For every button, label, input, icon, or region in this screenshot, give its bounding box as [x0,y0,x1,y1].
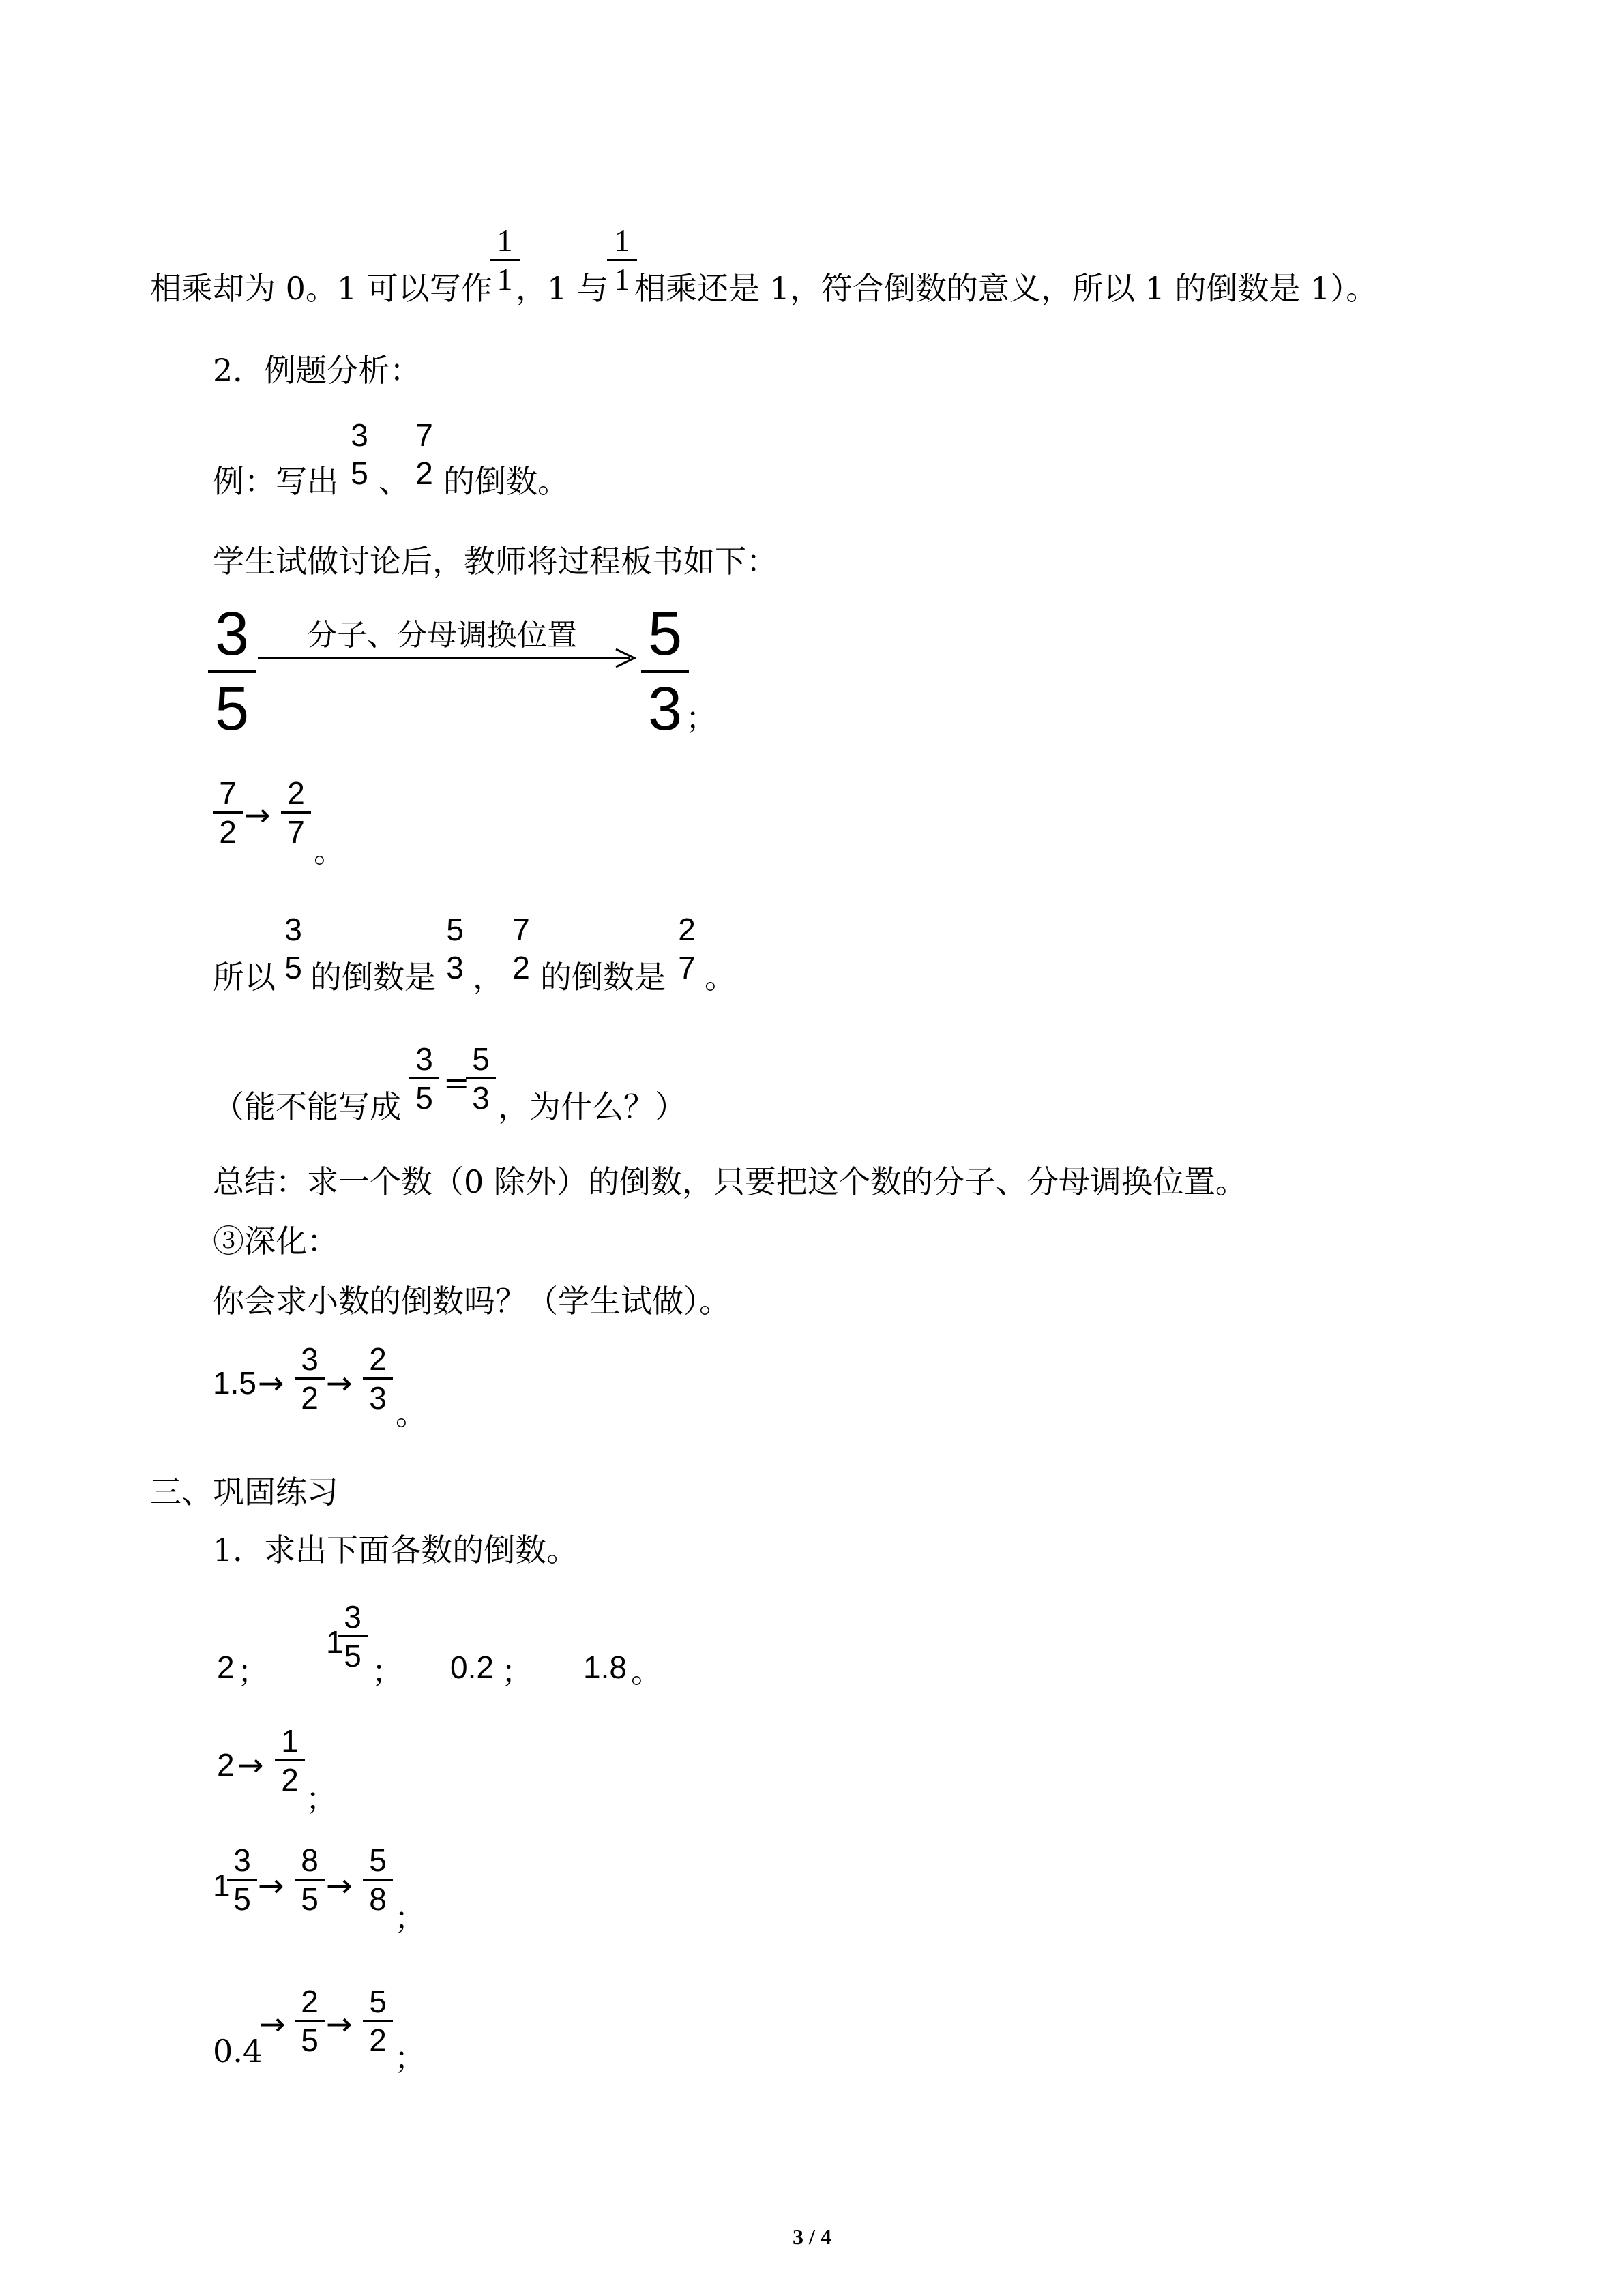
punctuation: ； [394,2040,426,2076]
page-number: 3 / 4 [793,2224,831,2249]
fraction: 5 3 [446,912,464,985]
fraction: 3 5 [409,1043,439,1114]
fraction: 7 2 [415,417,433,491]
fraction: 2 3 [363,1343,393,1414]
number: 0.4 [213,2033,263,2070]
fraction: 5 2 [363,1986,393,2056]
number: 1.5 [213,1365,256,1401]
long-arrow [258,648,640,668]
arrow-icon: → [258,1867,284,1904]
fraction: 3 5 [338,1601,368,1671]
fraction: 2 5 [295,1986,325,2056]
paragraph-text: 相乘却为 0。1 可以写作 [150,270,492,307]
fraction-large: 5 3 [641,603,689,740]
paragraph-text: ，1 与 [516,270,608,307]
arrow-icon: → [326,1365,353,1401]
arrow-icon: → [326,2006,353,2042]
arrow-icon: → [258,1365,284,1401]
fraction: 1 1 [490,225,520,295]
conclusion-text: 的倒数是 [310,959,436,996]
fraction: 7 2 [213,777,243,848]
fraction: 5 8 [363,1845,393,1915]
paragraph-text: 学生试做讨论后，教师将过程板书如下： [213,543,778,580]
exercise-heading: 1．求出下面各数的倒数。 [213,1532,578,1568]
separator: 、 [379,463,410,500]
punctuation: 。 [314,833,345,869]
conclusion-text: 所以 [213,959,276,996]
arrow-icon: → [237,1746,264,1783]
example-text: 例：写出 [213,463,338,500]
arrow-label: 分子、分母调换位置 [307,618,577,653]
arrow-icon: → [259,2006,286,2042]
fraction: 2 7 [678,912,696,985]
fraction-large: 3 5 [208,603,256,740]
fraction: 5 3 [466,1043,496,1114]
conclusion-text: 的倒数是 [540,959,666,996]
fraction: 2 7 [281,777,311,848]
question-text: （能不能写成 [213,1088,401,1125]
fraction: 3 5 [284,912,302,985]
punctuation: ； [685,700,717,736]
number: 1.8 [583,1650,627,1685]
fraction: 3 2 [295,1343,325,1414]
punctuation: 。 [396,1395,427,1432]
number: 1 [213,1868,231,1903]
fraction: 3 5 [351,417,368,491]
example-text: 的倒数。 [443,463,569,500]
number: 2 [217,1747,235,1783]
punctuation: ； [501,1653,533,1690]
fraction: 3 5 [227,1845,257,1915]
fraction: 7 2 [512,912,530,985]
equals-sign: = [443,1064,470,1101]
number: 1 [326,1624,344,1660]
fraction: 8 5 [295,1845,325,1915]
number: 0.2 [450,1650,494,1685]
section-heading: 2．例题分析： [213,352,422,389]
deepen-heading: ③深化： [213,1223,338,1259]
arrow-icon: → [326,1867,353,1904]
punctuation: ； [372,1653,403,1690]
fraction: 1 2 [275,1725,305,1795]
question-text: ，为什么？） [498,1088,686,1125]
separator: ， [473,959,504,996]
number: 2 [217,1650,235,1685]
summary-text: 总结：求一个数（0 除外）的倒数，只要把这个数的分子、分母调换位置。 [213,1163,1247,1200]
section-heading: 三、巩固练习 [150,1474,338,1510]
punctuation: 。 [631,1653,662,1690]
paragraph-text: 相乘还是 1，符合倒数的意义，所以 1 的倒数是 1）。 [634,270,1378,307]
fraction: 1 1 [607,225,637,295]
punctuation: ； [306,1780,337,1817]
paragraph-text: 你会求小数的倒数吗？（学生试做）。 [213,1283,730,1320]
punctuation: ； [237,1653,269,1690]
punctuation: 。 [705,959,736,996]
arrow-icon: → [244,796,271,833]
punctuation: ； [394,1900,426,1937]
